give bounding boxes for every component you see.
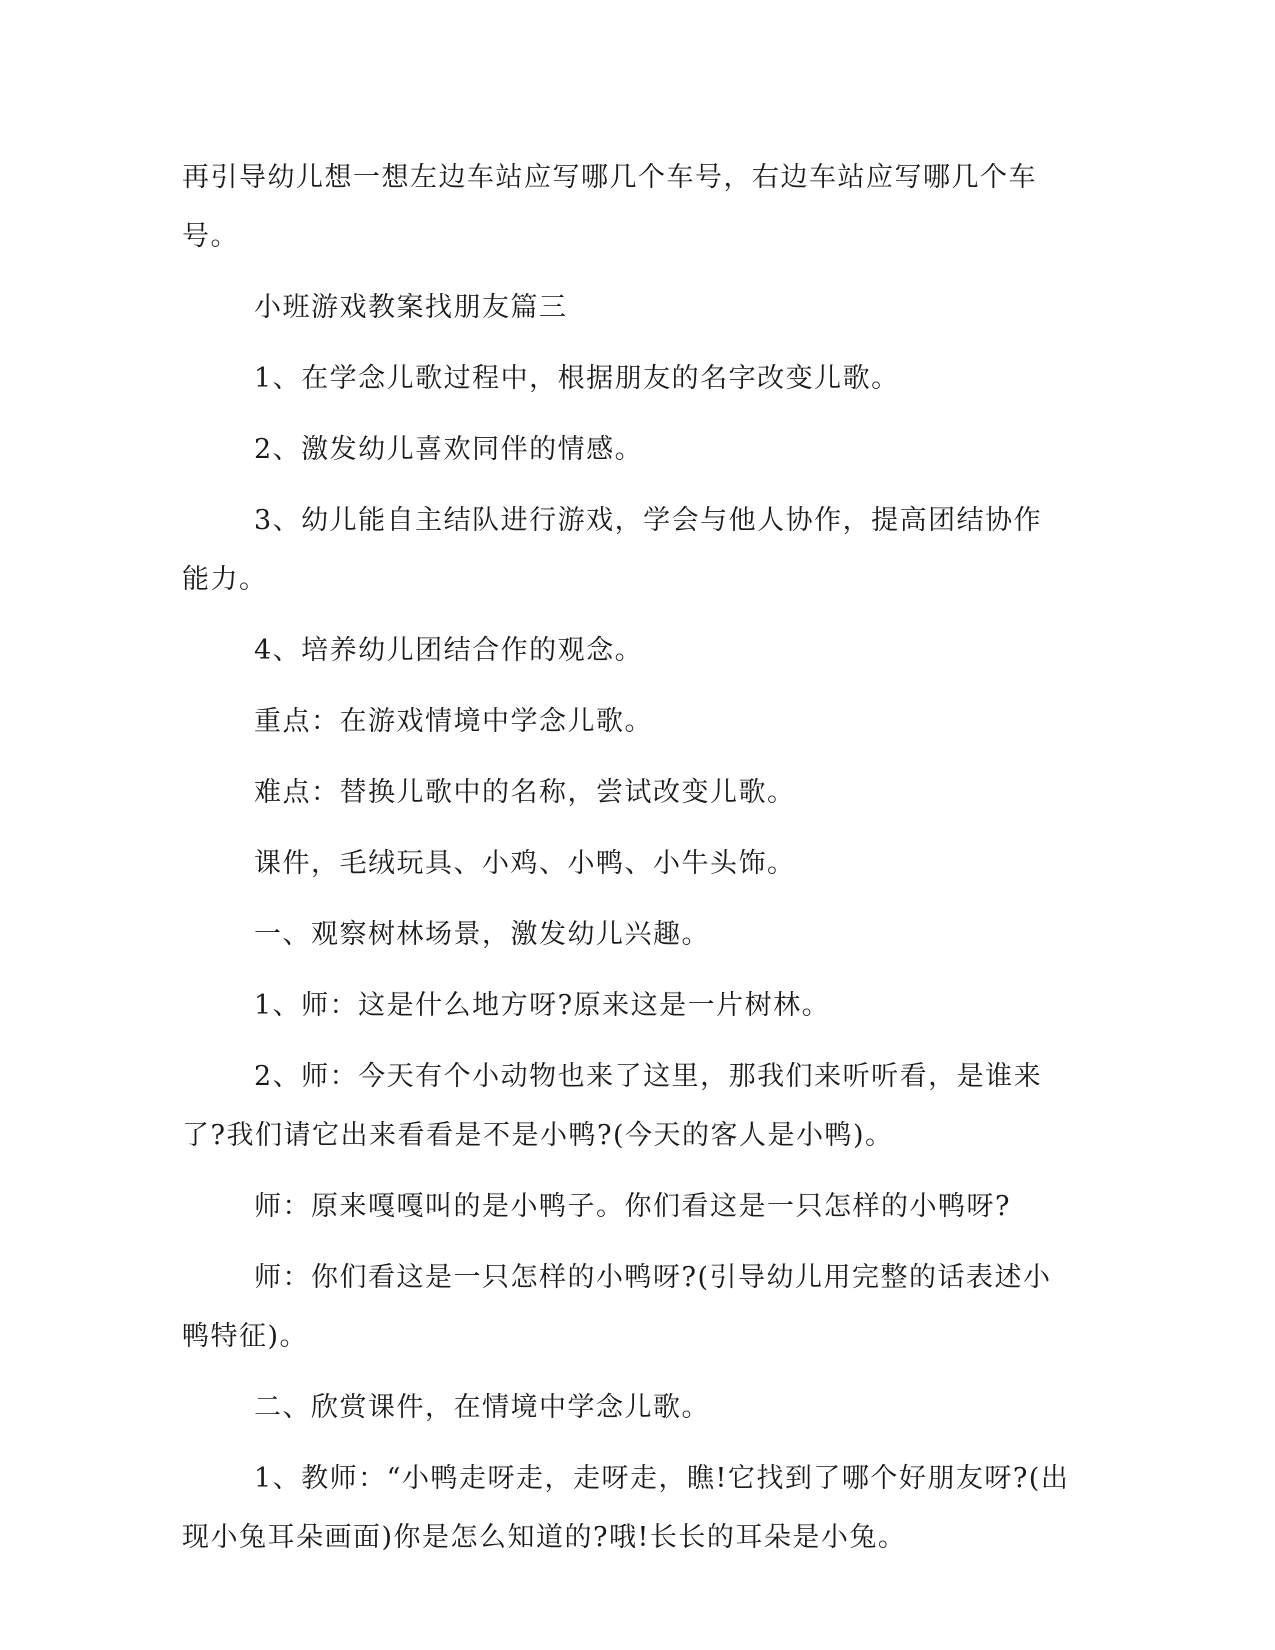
paragraph-line: 2、师：今天有个小动物也来了这里，那我们来听听看，是谁来 bbox=[254, 1061, 1043, 1092]
paragraph-line: 师：你们看这是一只怎样的小鸭呀?(引导幼儿用完整的话表述小 bbox=[254, 1262, 1052, 1293]
paragraph-line: 课件，毛绒玩具、小鸡、小鸭、小牛头饰。 bbox=[254, 848, 796, 879]
paragraph-line: 了?我们请它出来看看是不是小鸭?(今天的客人是小鸭)。 bbox=[182, 1120, 894, 1151]
paragraph-line: 能力。 bbox=[182, 564, 268, 595]
paragraph-line: 1、师：这是什么地方呀?原来这是一片树林。 bbox=[254, 990, 831, 1021]
paragraph-line: 现小兔耳朵画面)你是怎么知道的?哦!长长的耳朵是小兔。 bbox=[182, 1522, 907, 1553]
paragraph-line: 1、教师：“小鸭走呀走，走呀走，瞧!它找到了哪个好朋友呀?(出 bbox=[254, 1463, 1070, 1494]
paragraph-line: 难点：替换儿歌中的名称，尝试改变儿歌。 bbox=[254, 777, 796, 808]
paragraph-line: 4、培养幼儿团结合作的观念。 bbox=[254, 635, 644, 666]
paragraph-line: 3、幼儿能自主结队进行游戏，学会与他人协作，提高团结协作 bbox=[254, 505, 1043, 536]
paragraph-line: 师：原来嘎嘎叫的是小鸭子。你们看这是一只怎样的小鸭呀? bbox=[254, 1191, 1011, 1222]
paragraph-line: 重点：在游戏情境中学念儿歌。 bbox=[254, 706, 653, 737]
document-body bbox=[182, 158, 1070, 1558]
section-heading: 一、观察树林场景，激发幼儿兴趣。 bbox=[254, 919, 710, 950]
paragraph-line: 2、激发幼儿喜欢同伴的情感。 bbox=[254, 434, 644, 465]
paragraph-line: 1、在学念儿歌过程中，根据朋友的名字改变儿歌。 bbox=[254, 363, 900, 394]
section-heading: 小班游戏教案找朋友篇三 bbox=[254, 292, 568, 323]
section-heading: 二、欣赏课件，在情境中学念儿歌。 bbox=[254, 1392, 710, 1423]
paragraph-line: 鸭特征)。 bbox=[182, 1321, 309, 1352]
paragraph-line: 再引导幼儿想一想左边车站应写哪几个车号，右边车站应写哪几个车 bbox=[182, 162, 1037, 193]
paragraph-line: 号。 bbox=[182, 221, 239, 252]
